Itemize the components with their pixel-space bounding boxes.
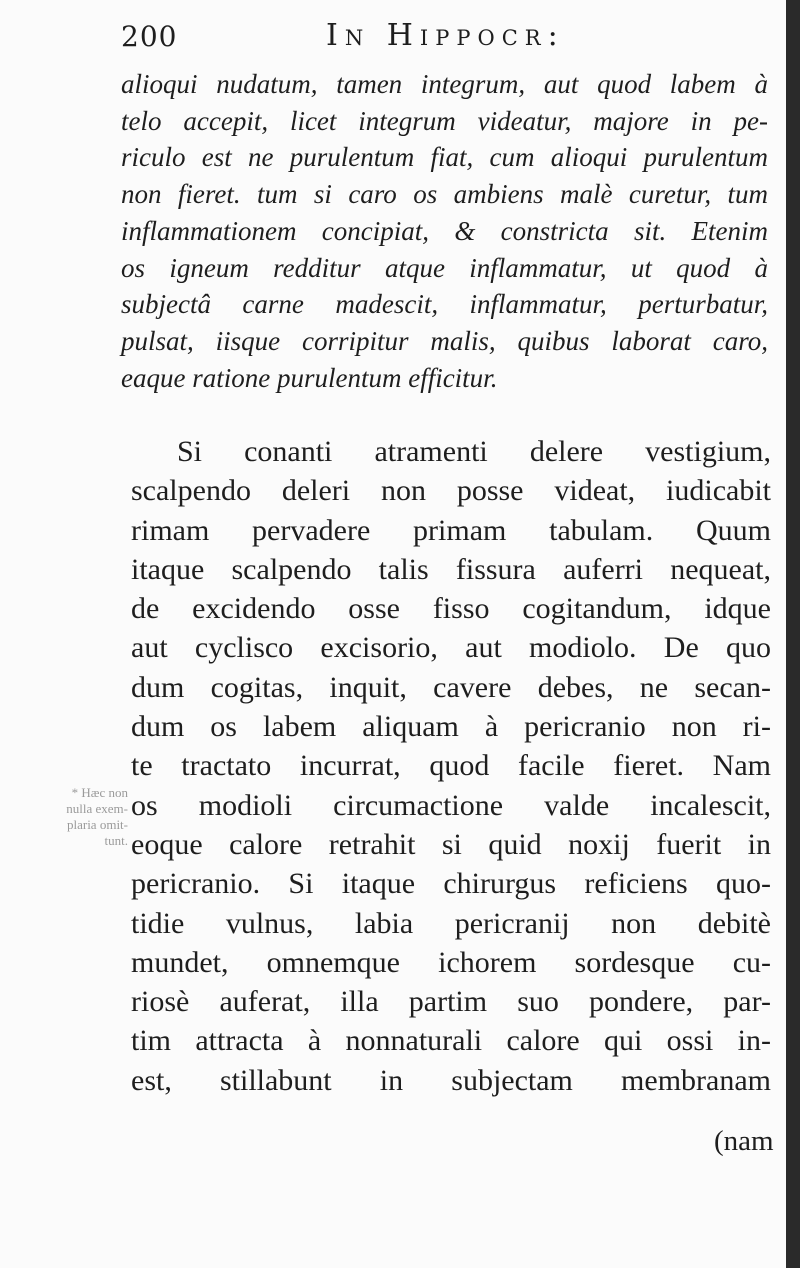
margin-note-line: plaria omit- — [66, 817, 128, 832]
commentary-line: eaque ratione purulentum efficitur. — [121, 362, 498, 393]
main-text-line: scalpendo deleri non posse videat, iudicabit — [131, 474, 771, 508]
main-text-line: est, stillabunt in subjectam membranam — [131, 1063, 771, 1097]
main-text-line: itaque scalpendo talis fissura auferri nequeat, — [131, 552, 771, 586]
commentary-line: telo accepit, licet integrum videatur, majore in pe- — [121, 105, 768, 136]
commentary-line: subjectâ carne madescit, inflammatur, perturbatur, — [121, 289, 768, 320]
main-text-line: de excidendo osse fisso cogitandum, idque — [131, 592, 771, 626]
main-text-line: eoque calore retrahit si quid noxij fuerit in — [131, 827, 771, 861]
margin-note — [30, 785, 128, 849]
commentary-line: riculo est ne purulentum fiat, cum alioqui purulentum — [121, 142, 768, 173]
main-text-line: te tractato incurrat, quod facile fieret. Nam — [131, 749, 771, 783]
commentary-line: os igneum redditur atque inflammatur, ut quod à — [121, 252, 768, 283]
page-header — [121, 18, 601, 58]
main-text-block — [131, 432, 771, 1100]
main-text-line: os modioli circumactione valde incalescit, — [131, 788, 771, 822]
main-text-line: dum cogitas, inquit, cavere debes, ne secan- — [131, 670, 771, 704]
main-text-line: pericranio. Si itaque chirurgus reficiens quo- — [131, 867, 771, 901]
catchword: (nam — [714, 1125, 774, 1157]
margin-note-line: tunt. — [104, 833, 128, 848]
main-text-line: dum os labem aliquam à pericranio non ri- — [131, 710, 771, 744]
running-head: In Hippocr: — [326, 18, 565, 53]
margin-note-line: nulla exem- — [66, 801, 128, 816]
commentary-line: alioqui nudatum, tamen integrum, aut quod labem à — [121, 69, 768, 99]
main-text-line: aut cyclisco excisorio, aut modiolo. De quo — [131, 631, 771, 665]
main-text-line: Si conanti atramenti delere vestigium, — [177, 435, 771, 468]
commentary-block — [121, 66, 768, 396]
page-edge-shadow — [786, 0, 800, 1268]
main-text-line: mundet, omnemque ichorem sordesque cu- — [131, 945, 771, 979]
main-text-line: tidie vulnus, labia pericranij non debitè — [131, 906, 771, 940]
page-number: 200 — [121, 20, 178, 53]
commentary-line: pulsat, iisque corripitur malis, quibus laborat caro, — [121, 325, 768, 356]
main-text-line: tim attracta à nonnaturali calore qui ossi in- — [131, 1024, 771, 1058]
margin-note-line: * Hæc non — [71, 785, 128, 800]
commentary-line: non fieret. tum si caro os ambiens malè curetur, tum — [121, 179, 768, 210]
commentary-line: inflammationem concipiat, & constricta sit. Etenim — [121, 215, 768, 246]
main-text-line: rimam pervadere primam tabulam. Quum — [131, 513, 771, 547]
main-text-line: riosè auferat, illa partim suo pondere, par- — [131, 985, 771, 1019]
